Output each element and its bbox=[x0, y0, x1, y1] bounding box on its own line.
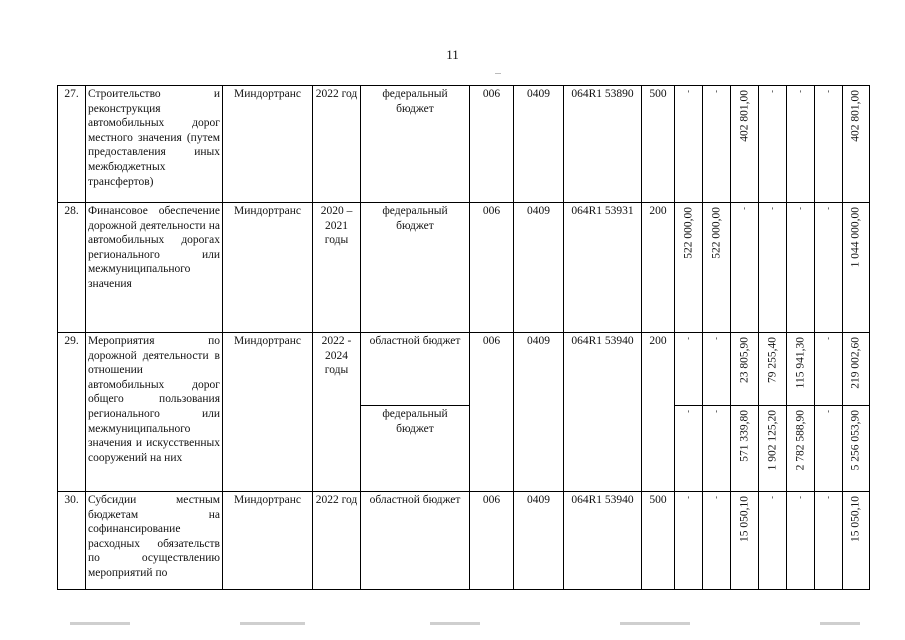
csr-code: 064R1 53940 bbox=[564, 492, 642, 590]
vr-code: 200 bbox=[642, 203, 675, 333]
scan-artifact bbox=[620, 622, 690, 625]
table-row bbox=[58, 492, 870, 590]
csr-code: 064R1 53940 bbox=[564, 333, 642, 492]
value-2023: ' bbox=[771, 206, 774, 216]
rzpr-code: 0409 bbox=[514, 203, 564, 333]
row-number: 30. bbox=[58, 492, 86, 590]
value-total: 15 050,10 bbox=[849, 496, 862, 542]
grbs-code: 006 bbox=[470, 492, 514, 590]
value-2022: 402 801,00 bbox=[738, 90, 750, 142]
rzpr-code: 0409 bbox=[514, 86, 564, 203]
value-2024: 2 782 588,90 bbox=[794, 410, 806, 471]
value-2022: 23 805,90 bbox=[738, 337, 750, 383]
executor: Миндортранс bbox=[223, 86, 313, 203]
row-number: 27. bbox=[58, 86, 86, 203]
table-row bbox=[58, 333, 870, 406]
funding-source: областной бюджет bbox=[361, 492, 470, 590]
csr-code: 064R1 53931 bbox=[564, 203, 642, 333]
vr-code: 500 bbox=[642, 492, 675, 590]
value-2022: 571 339,80 bbox=[738, 410, 750, 462]
scan-artifact bbox=[820, 622, 860, 625]
measure-name: Строительство и реконструкция автомобильных дорог местного значения (путем предоставления иных межбюджетных трансфертов) bbox=[86, 86, 223, 203]
value-2021: ' bbox=[715, 89, 718, 99]
period: 2022 год bbox=[313, 492, 361, 590]
scan-artifact bbox=[430, 622, 480, 625]
period: 2022 - 2024 годы bbox=[313, 333, 361, 492]
rzpr-code: 0409 bbox=[514, 492, 564, 590]
executor: Миндортранс bbox=[223, 333, 313, 492]
value-2025: ' bbox=[827, 336, 830, 346]
value-2020: ' bbox=[687, 495, 690, 505]
scan-artifact bbox=[240, 622, 305, 625]
value-2024: ' bbox=[799, 495, 802, 505]
value-2023: 79 255,40 bbox=[766, 337, 778, 383]
csr-code: 064R1 53890 bbox=[564, 86, 642, 203]
value-2024: 115 941,30 bbox=[794, 337, 806, 389]
executor: Миндортранс bbox=[223, 492, 313, 590]
value-2024: ' bbox=[799, 89, 802, 99]
value-2020: ' bbox=[687, 336, 690, 346]
value-2025: ' bbox=[827, 206, 830, 216]
period: 2020 – 2021 годы bbox=[313, 203, 361, 333]
value-2021: ' bbox=[715, 495, 718, 505]
value-2021: ' bbox=[715, 409, 718, 419]
grbs-code: 006 bbox=[470, 333, 514, 492]
vr-code: 500 bbox=[642, 86, 675, 203]
funding-source: областной бюджет bbox=[361, 333, 470, 406]
grbs-code: 006 bbox=[470, 203, 514, 333]
funding-source: федеральный бюджет bbox=[361, 203, 470, 333]
funding-source: федеральный бюджет bbox=[361, 406, 470, 492]
measure-name: Финансовое обеспечение дорожной деятельности на автомобильных дорогах регионального или межмуниципального значения bbox=[86, 203, 223, 333]
funding-source: федеральный бюджет bbox=[361, 86, 470, 203]
executor: Миндортранс bbox=[223, 203, 313, 333]
rzpr-code: 0409 bbox=[514, 333, 564, 492]
grbs-code: 006 bbox=[470, 86, 514, 203]
value-2024: ' bbox=[799, 206, 802, 216]
scan-artifact bbox=[70, 622, 130, 625]
value-2023: ' bbox=[771, 495, 774, 505]
measure-name: Мероприятия по дорожной деятельности в отношении автомобильных дорог общего пользования регионального или межмуниципального значения и искусственных сооружений на них bbox=[86, 333, 223, 492]
scan-mark bbox=[495, 73, 501, 74]
vr-code: 200 bbox=[642, 333, 675, 492]
table-row bbox=[58, 86, 870, 203]
value-2023: 1 902 125,20 bbox=[766, 410, 778, 471]
value-2021: ' bbox=[715, 336, 718, 346]
value-total: 219 002,60 bbox=[849, 337, 862, 389]
value-2023: ' bbox=[771, 89, 774, 99]
table-row bbox=[58, 203, 870, 333]
value-total: 5 256 053,90 bbox=[849, 410, 862, 471]
row-number: 28. bbox=[58, 203, 86, 333]
value-2020: ' bbox=[687, 409, 690, 419]
value-2020: ' bbox=[687, 89, 690, 99]
row-number: 29. bbox=[58, 333, 86, 492]
period: 2022 год bbox=[313, 86, 361, 203]
budget-table bbox=[57, 85, 870, 590]
measure-name: Субсидии местным бюджетам на софинансирование расходных обязательств по осуществлению мероприятий по bbox=[86, 492, 223, 590]
page-number: 11 bbox=[446, 47, 459, 62]
value-2021: 522 000,00 bbox=[710, 207, 722, 259]
value-total: 1 044 000,00 bbox=[849, 207, 862, 268]
value-2022: ' bbox=[743, 206, 746, 216]
value-2020: 522 000,00 bbox=[682, 207, 694, 259]
value-2025: ' bbox=[827, 409, 830, 419]
value-total: 402 801,00 bbox=[849, 90, 862, 142]
value-2025: ' bbox=[827, 89, 830, 99]
value-2022: 15 050,10 bbox=[738, 496, 750, 542]
value-2025: ' bbox=[827, 495, 830, 505]
